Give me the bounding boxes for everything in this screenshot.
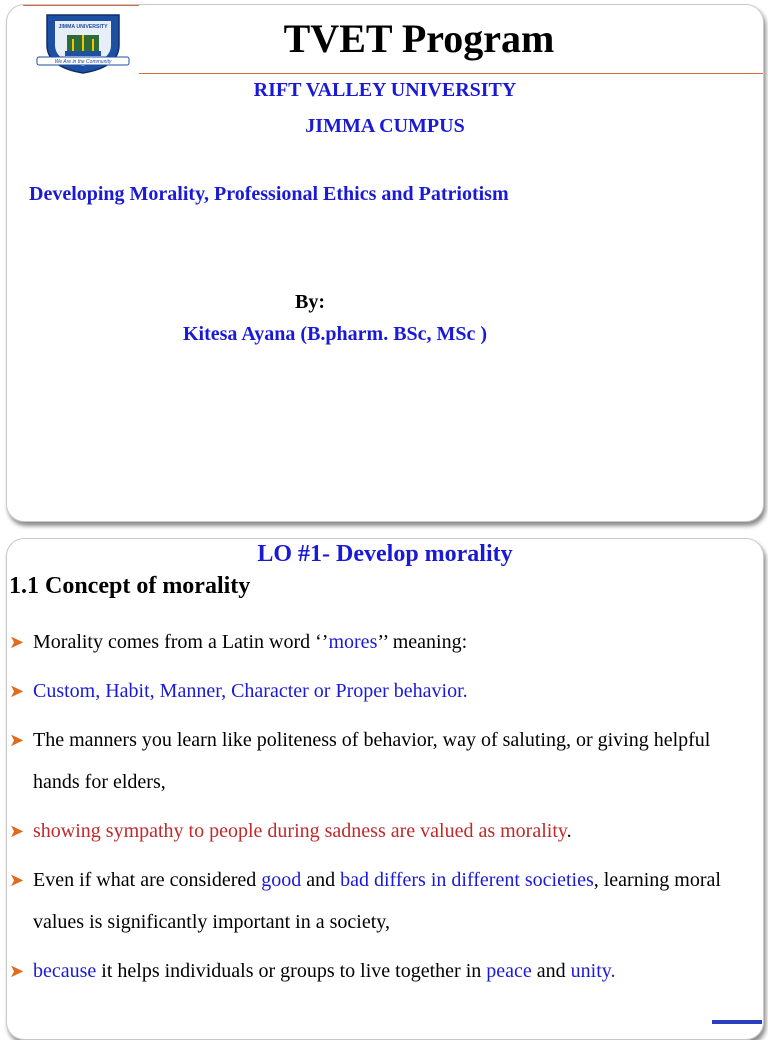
lo-title: LO #1- Develop morality — [257, 541, 513, 567]
bullet-text: ’’ meaning: — [377, 631, 468, 653]
bullet-text: The manners you learn like politeness of behavior, way of saluting, or giving helpful hands for elders, — [33, 729, 711, 793]
bullet-text: showing sympathy to people during sadness are valued as morality — [33, 820, 567, 842]
bullet-item — [9, 950, 759, 992]
bullet-text: it helps individuals or groups to live together in — [96, 960, 487, 982]
arrow-bullet-icon: ➤ — [9, 730, 25, 750]
arrow-bullet-icon: ➤ — [9, 632, 25, 652]
university-logo — [33, 11, 133, 75]
arrow-bullet-icon: ➤ — [9, 681, 25, 701]
arrow-bullet-icon: ➤ — [9, 821, 25, 841]
corner-accent — [712, 1020, 762, 1024]
highlight-term: mores — [328, 631, 378, 653]
bullet-item — [9, 810, 759, 852]
course-title: Developing Morality, Professional Ethics and Patriotism — [29, 183, 509, 205]
section-title: 1.1 Concept of morality — [9, 573, 251, 599]
bullet-item — [9, 670, 759, 712]
bullet-text: Morality comes from a Latin word ‘’ — [33, 631, 329, 653]
highlight-term: unity. — [570, 960, 616, 982]
title-slide — [6, 4, 764, 522]
bullet-item — [9, 859, 759, 943]
bullet-list — [9, 621, 759, 999]
highlight-term: good — [261, 869, 302, 891]
arrow-bullet-icon: ➤ — [9, 870, 25, 890]
bullet-text: . — [566, 820, 572, 842]
bullet-text: and — [301, 869, 341, 891]
arrow-bullet-icon: ➤ — [9, 961, 25, 981]
by-label: By: — [295, 291, 325, 313]
content-slide — [6, 538, 764, 1040]
bullet-text: Even if what are considered — [33, 869, 262, 891]
bullet-text: , learning moral values is significantly important in a society, — [33, 869, 721, 933]
bullet-item — [9, 621, 759, 663]
bullet-item — [9, 719, 759, 803]
highlight-term: peace — [486, 960, 532, 982]
bullet-text: Custom, Habit, Manner, Character or Proper behavior. — [33, 680, 468, 702]
highlight-term: because — [33, 960, 97, 982]
svg-text:JIMMA UNIVERSITY: JIMMA UNIVERSITY — [58, 24, 108, 30]
slide-title: TVET Program — [283, 16, 555, 61]
svg-text:We Are in the Community: We Are in the Community — [54, 59, 112, 65]
highlight-term: bad differs in different societies — [340, 869, 594, 891]
author-name: Kitesa Ayana (B.pharm. BSc, MSc ) — [183, 323, 488, 345]
bullet-text: and — [531, 960, 571, 982]
university-name: RIFT VALLEY UNIVERSITY — [253, 79, 517, 101]
campus-name: JIMMA CUMPUS — [305, 115, 465, 137]
